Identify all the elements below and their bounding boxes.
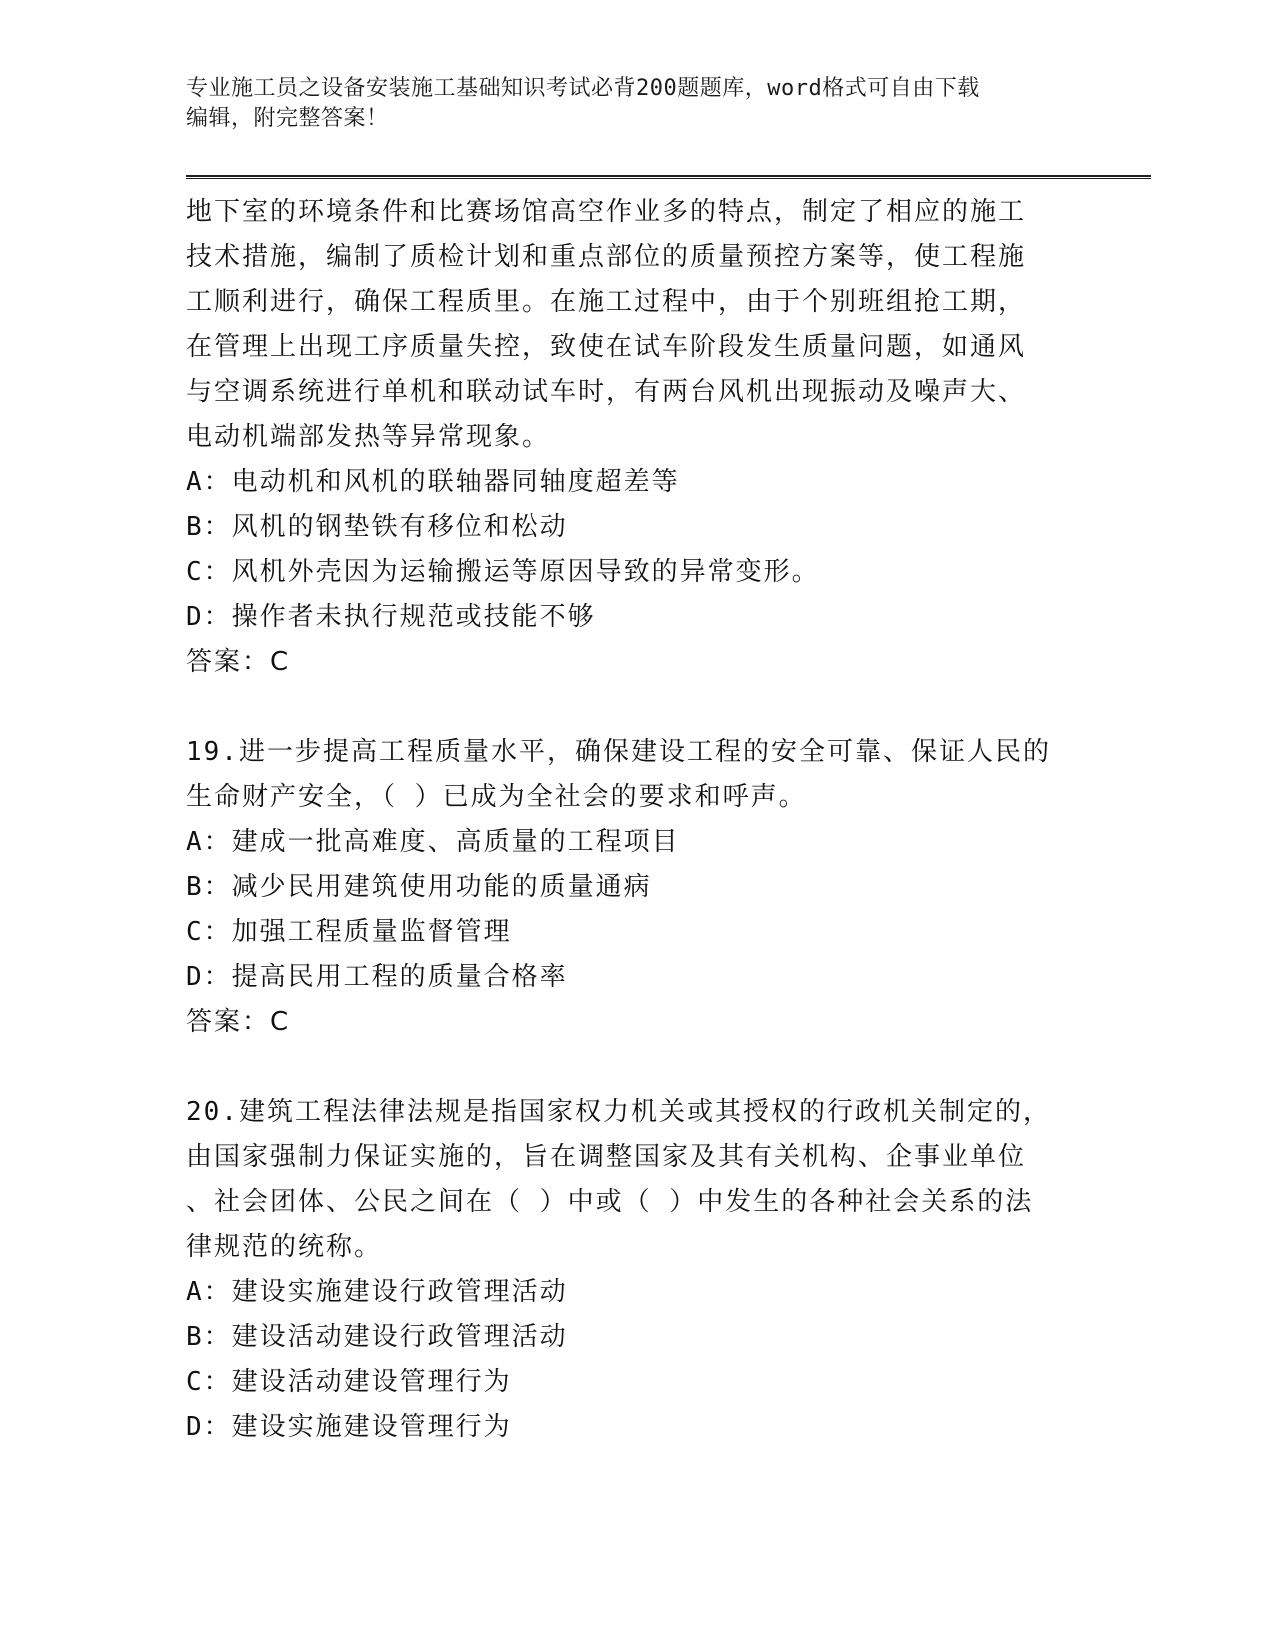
- question-stem-line: 由国家强制力保证实施的，旨在调整国家及其有关机构、企事业单位: [186, 1142, 1027, 1172]
- option-b: B：建设活动建设行政管理活动: [186, 1322, 568, 1352]
- option-a: A：电动机和风机的联轴器同轴度超差等: [186, 467, 680, 497]
- option-c: C：建设活动建设管理行为: [186, 1367, 512, 1397]
- question-stem-line: 技术措施，编制了质检计划和重点部位的质量预控方案等，使工程施: [186, 242, 1027, 272]
- question-stem-line: 、社会团体、公民之间在（ ）中或（ ）中发生的各种社会关系的法: [186, 1187, 1034, 1217]
- question-stem-line: 20.建筑工程法律法规是指国家权力机关或其授权的行政机关制定的，: [186, 1097, 1051, 1127]
- option-c: C：加强工程质量监督管理: [186, 917, 512, 947]
- option-b: B：减少民用建筑使用功能的质量通病: [186, 872, 652, 902]
- question-stem-line: 律规范的统称。: [186, 1232, 383, 1262]
- question-stem-line: 19.进一步提高工程质量水平，确保建设工程的安全可靠、保证人民的: [186, 737, 1051, 767]
- answer-line: 答案：C: [186, 647, 291, 677]
- question-stem-line: 地下室的环境条件和比赛场馆高空作业多的特点，制定了相应的施工: [186, 197, 1027, 227]
- option-a: A：建设实施建设行政管理活动: [186, 1277, 568, 1307]
- header-title-line-1: 专业施工员之设备安装施工基础知识考试必背200题题库，word格式可自由下载: [186, 76, 980, 101]
- answer-line: 答案：C: [186, 1007, 291, 1037]
- spacer: [186, 1045, 1086, 1090]
- option-d: D：建设实施建设管理行为: [186, 1412, 512, 1442]
- question-stem-line: 与空调系统进行单机和联动试车时，有两台风机出现振动及噪声大、: [186, 377, 1027, 407]
- option-c: C：风机外壳因为运输搬运等原因导致的异常变形。: [186, 557, 820, 587]
- option-a: A：建成一批高难度、高质量的工程项目: [186, 827, 680, 857]
- question-stem-line: 工顺利进行，确保工程质里。在施工过程中，由于个别班组抢工期，: [186, 287, 1027, 317]
- header-divider: [186, 175, 1151, 179]
- question-list: [186, 190, 1086, 1450]
- header-title-line-2: 编辑，附完整答案！: [186, 106, 389, 131]
- question-18: [186, 190, 1086, 685]
- question-stem-line: 电动机端部发热等异常现象。: [186, 422, 551, 452]
- question-stem-line: 在管理上出现工序质量失控，致使在试车阶段发生质量问题，如通风: [186, 332, 1027, 362]
- question-20: [186, 1090, 1086, 1450]
- option-b: B：风机的钢垫铁有移位和松动: [186, 512, 568, 542]
- document-header: [186, 74, 1086, 134]
- option-d: D：提高民用工程的质量合格率: [186, 962, 568, 992]
- question-stem-line: 生命财产安全，（ ）已成为全社会的要求和呼声。: [186, 782, 807, 812]
- question-19: [186, 730, 1086, 1045]
- option-d: D：操作者未执行规范或技能不够: [186, 602, 596, 632]
- spacer: [186, 685, 1086, 730]
